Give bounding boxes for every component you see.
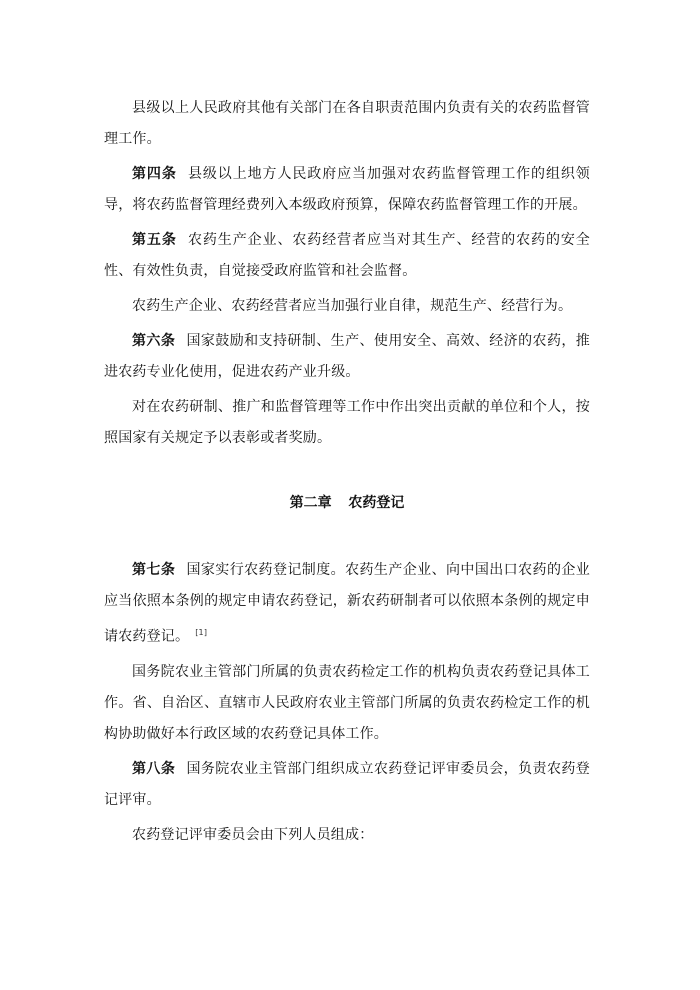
- article-title: 第四条: [132, 166, 177, 182]
- paragraph-text: 县级以上人民政府其他有关部门在各自职责范围内负责有关的农药监督管理工作。: [104, 100, 590, 147]
- footnote-reference[interactable]: [1]: [195, 628, 208, 637]
- article-7: [104, 555, 590, 653]
- article-4: [104, 159, 590, 221]
- article-title: 第七条: [132, 562, 176, 578]
- paragraph-text: 对在农药研制、推广和监督管理等工作中作出突出贡献的单位和个人，按照国家有关规定予以表彰或者奖励。: [104, 399, 590, 446]
- chapter-title: 农药登记: [348, 495, 405, 511]
- article-8: [104, 754, 590, 816]
- article-title: 第五条: [132, 232, 177, 248]
- paragraph-text: 农药生产企业、农药经营者应当加强行业自律，规范生产、经营行为。: [132, 298, 573, 314]
- paragraph-art5-2: [104, 291, 590, 322]
- article-text: 国务院农业主管部门组织成立农药登记评审委员会，负责农药登记评审。: [104, 760, 590, 808]
- document-body: [104, 93, 590, 855]
- article-5: [104, 225, 590, 287]
- article-title: 第六条: [132, 333, 176, 349]
- article-text: 农药生产企业、农药经营者应当对其生产、经营的农药的安全性、有效性负责，自觉接受政府监管和社会监督。: [104, 232, 590, 279]
- chapter-heading: [104, 488, 590, 519]
- paragraph-text: 国务院农业主管部门所属的负责农药检定工作的机构负责农药登记具体工作。省、自治区、直辖市人民政府农业主管部门所属的负责农药检定工作的机构协助做好本行政区域的农药登记具体工作。: [104, 663, 590, 742]
- chapter-number: 第二章: [289, 495, 332, 511]
- article-6: [104, 326, 590, 388]
- article-title: 第八条: [132, 760, 176, 777]
- paragraph-text: 农药登记评审委员会由下列人员组成：: [132, 826, 374, 843]
- paragraph-art3-continued: [104, 93, 590, 155]
- paragraph-art7-2: [104, 657, 590, 750]
- article-text: 县级以上地方人民政府应当加强对农药监督管理工作的组织领导，将农药监督管理经费列入本级政府预算，保障农药监督管理工作的开展。: [104, 166, 590, 213]
- article-text: 国家鼓励和支持研制、生产、使用安全、高效、经济的农药，推进农药专业化使用，促进农药产业升级。: [104, 333, 590, 380]
- paragraph-art6-2: [104, 392, 590, 454]
- paragraph-art8-2: [104, 820, 590, 851]
- article-text: 国家实行农药登记制度。农药生产企业、向中国出口农药的企业应当依照本条例的规定申请农药登记，新农药研制者可以依照本条例的规定申请农药登记。: [104, 562, 590, 645]
